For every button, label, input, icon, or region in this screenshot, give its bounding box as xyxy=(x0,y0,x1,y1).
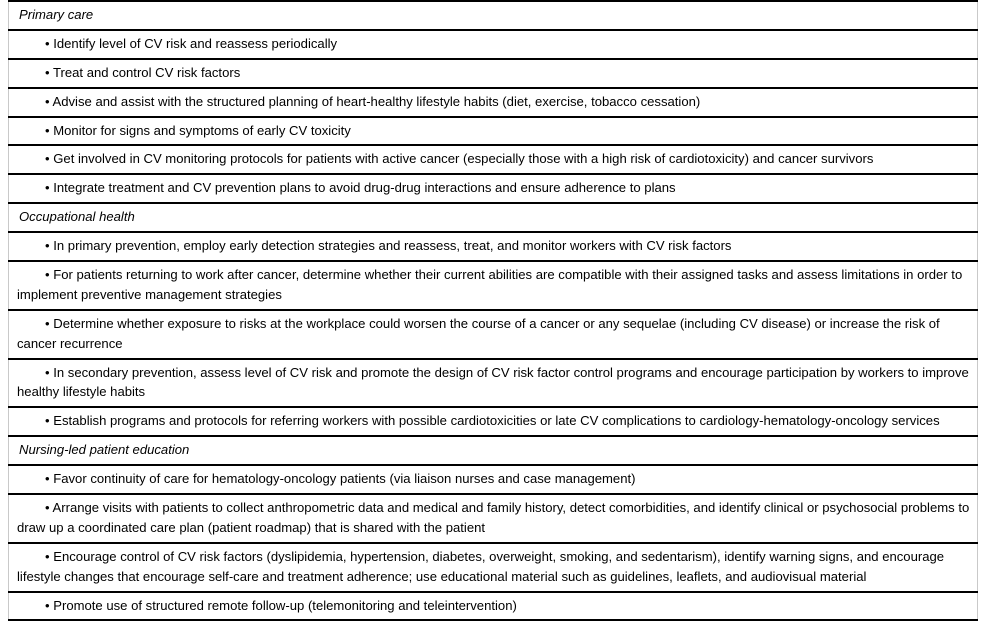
bullet-list-item xyxy=(9,88,978,117)
table-row xyxy=(9,145,978,174)
bullet-item-text: Promote use of structured remote follow-up (telemonitoring and teleintervention) xyxy=(53,597,517,613)
bullet-item-text: Advise and assist with the structured planning of heart-healthy lifestyle habits (diet, exercise, tobacco cessation) xyxy=(52,93,701,109)
bullet-icon: • xyxy=(45,471,54,487)
bullet-icon: • xyxy=(45,180,54,196)
bullet-icon: • xyxy=(45,500,53,516)
bullet-list-item xyxy=(9,592,978,621)
bullet-item-text: Identify level of CV risk and reassess periodically xyxy=(53,35,338,51)
bullet-icon: • xyxy=(45,93,53,109)
bullet-list-item xyxy=(9,310,978,359)
table-row xyxy=(9,436,978,465)
bullet-item-text: Establish programs and protocols for referring workers with possible cardiotoxicities or late CV complications to cardiology-hematology-oncology services xyxy=(53,413,940,429)
table-row xyxy=(9,232,978,261)
bullet-item-text: For patients returning to work after cancer, determine whether their current abilities are compatible with their assigned tasks and assess limitations in order to implement preventive management strategies xyxy=(17,267,963,302)
bullet-icon: • xyxy=(45,597,54,613)
bullet-list-item xyxy=(9,465,978,494)
table-row xyxy=(9,59,978,88)
bullet-icon: • xyxy=(45,315,54,331)
bullet-icon: • xyxy=(45,122,54,138)
bullet-list-item xyxy=(9,145,978,174)
bullet-item-text: Integrate treatment and CV prevention plans to avoid drug-drug interactions and ensure adherence to plans xyxy=(53,180,676,196)
bullet-item-text: In primary prevention, employ early detection strategies and reassess, treat, and monitor workers with CV risk factors xyxy=(53,238,732,254)
bullet-list-item xyxy=(9,174,978,203)
table-row xyxy=(9,407,978,436)
bullet-icon: • xyxy=(45,548,54,564)
bullet-list-item xyxy=(9,232,978,261)
bullet-icon: • xyxy=(45,238,54,254)
table-row xyxy=(9,1,978,30)
table-row xyxy=(9,543,978,592)
bullet-icon: • xyxy=(45,64,53,80)
bullet-list-item xyxy=(9,359,978,408)
bullet-icon: • xyxy=(45,35,54,51)
bullet-item-text: Favor continuity of care for hematology-oncology patients (via liaison nurses and case management) xyxy=(53,471,636,487)
table-body xyxy=(9,1,978,620)
bullet-icon: • xyxy=(45,413,54,429)
table-row xyxy=(9,261,978,310)
table-row xyxy=(9,359,978,408)
section-heading: Nursing-led patient education xyxy=(9,436,978,465)
bullet-item-text: In secondary prevention, assess level of CV risk and promote the design of CV risk factor control programs and encourage participation by workers to improve healthy lifestyle habits xyxy=(17,364,969,400)
bullet-list-item xyxy=(9,494,978,543)
table-row xyxy=(9,494,978,543)
section-heading: Occupational health xyxy=(9,203,978,232)
recommendations-table xyxy=(8,0,978,621)
bullet-list-item xyxy=(9,59,978,88)
section-heading: Primary care xyxy=(9,1,978,30)
table-row xyxy=(9,203,978,232)
table-row xyxy=(9,465,978,494)
bullet-list-item xyxy=(9,30,978,59)
table-row xyxy=(9,117,978,146)
bullet-item-text: Arrange visits with patients to collect anthropometric data and medical and family history, detect comorbidities, and identify clinical or psychosocial problems to draw up a coordinated care plan (patient roadmap) that is shared with the patient xyxy=(17,500,970,535)
bullet-icon: • xyxy=(45,364,54,380)
bullet-icon: • xyxy=(45,267,54,283)
table-row xyxy=(9,30,978,59)
table-row xyxy=(9,174,978,203)
bullet-icon: • xyxy=(45,151,54,167)
table-row xyxy=(9,592,978,621)
bullet-item-text: Get involved in CV monitoring protocols for patients with active cancer (especially those with a high risk of cardiotoxicity) and cancer survivors xyxy=(53,151,874,167)
bullet-item-text: Encourage control of CV risk factors (dyslipidemia, hypertension, diabetes, overweight, smoking, and sedentarism), identify warning signs, and encourage lifestyle changes that encourage self-care and treatment adherence; use educational material such as guidelines, leaflets, and audiovisual material xyxy=(17,548,945,584)
bullet-item-text: Treat and control CV risk factors xyxy=(53,64,241,80)
table-row xyxy=(9,310,978,359)
bullet-list-item xyxy=(9,543,978,592)
bullet-item-text: Determine whether exposure to risks at the workplace could worsen the course of a cancer or any sequelae (including CV disease) or increase the risk of cancer recurrence xyxy=(17,315,940,351)
table-row xyxy=(9,88,978,117)
bullet-item-text: Monitor for signs and symptoms of early CV toxicity xyxy=(53,122,351,138)
bullet-list-item xyxy=(9,117,978,146)
bullet-list-item xyxy=(9,407,978,436)
bullet-list-item xyxy=(9,261,978,310)
